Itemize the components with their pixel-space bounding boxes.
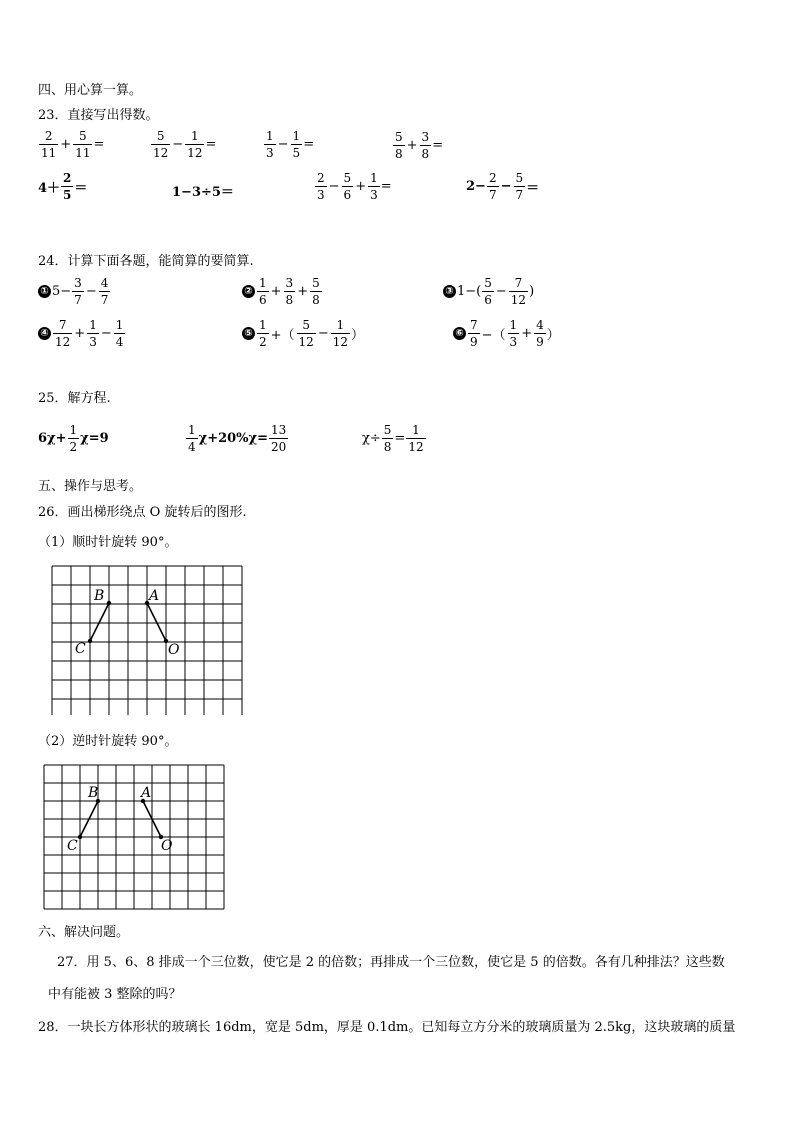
label-c: C: [75, 641, 86, 657]
q24-expr-5: ⑤ $\frac{1}{2}$ +（ $\frac{5}{12}$ − $\frac{1}{12}$ ）: [242, 319, 364, 348]
question-26-part-1: （1）顺时针旋转 90°。: [38, 535, 178, 550]
trapezoid-side-cb: [90, 603, 109, 641]
question-23-title: 23．直接写出得数。: [38, 108, 159, 123]
question-27-line-1: 27．用 5、6、8 排成一个三位数，使它是 2 的倍数；再排成一个三位数，使它是 5 的倍数。各有几种排法？这些数: [57, 955, 725, 970]
question-24-title: 24．计算下面各题，能简算的要简算.: [38, 254, 254, 269]
label-c: C: [67, 838, 78, 854]
q24-expr-3: ③ 1−( $\frac{5}{6}$ − $\frac{7}{12}$ ): [443, 277, 534, 306]
label-b: B: [88, 785, 99, 801]
point-c: [88, 639, 92, 643]
label-a: A: [149, 588, 160, 604]
q25-expr-3: χ÷ $\frac{5}{8}$ = $\frac{1}{12}$: [362, 423, 424, 454]
question-26-title: 26．画出梯形绕点 O 旋转后的图形.: [38, 505, 247, 520]
rotation-grid-1: [46, 565, 246, 715]
q23-expr-5: 4＋ $\frac{2}{5}$ ＝: [38, 171, 88, 202]
question-28: 28．一块长方体形状的玻璃长 16dm，宽是 5dm，厚是 0.1dm。已知每立方分米的玻璃质量为 2.5kg，这块玻璃的质量: [38, 1020, 736, 1035]
q24-expr-4: ④ $\frac{7}{12}$ + $\frac{1}{3}$ − $\frac{1}{4}$: [38, 319, 126, 348]
section-4-heading: 四、用心算一算。: [38, 83, 143, 98]
q23-expr-8: 2− $\frac{2}{7}$ − $\frac{5}{7}$ ＝: [466, 171, 540, 202]
q24-expr-1: ① 5− $\frac{3}{7}$ − $\frac{4}{7}$: [38, 277, 111, 306]
q23-expr-1: $\frac{2}{11}$ + $\frac{5}{11}$ =: [41, 129, 105, 160]
q23-expr-7: $\frac{2}{3}$ − $\frac{5}{6}$ + $\frac{1}{3}$ =: [317, 171, 392, 202]
question-25-title: 25．解方程.: [38, 391, 111, 406]
q23-expr-3: $\frac{1}{3}$ − $\frac{1}{5}$ =: [266, 129, 315, 160]
point-b: [107, 601, 111, 605]
trapezoid-side-ao: [147, 603, 166, 641]
q25-expr-2: $\frac{1}{4}$ χ+20%χ= $\frac{13}{20}$: [188, 423, 287, 454]
q23-expr-4: $\frac{5}{8}$ + $\frac{3}{8}$ =: [395, 130, 444, 161]
label-o: O: [161, 838, 173, 854]
label-a: A: [141, 785, 152, 801]
label-b: B: [94, 588, 105, 604]
q23-expr-2: $\frac{5}{12}$ − $\frac{1}{12}$ =: [153, 129, 217, 160]
section-5-heading: 五、操作与思考。: [38, 479, 143, 494]
q24-expr-2: ② $\frac{1}{6}$ + $\frac{3}{8}$ + $\frac{5}{8}$: [242, 277, 323, 306]
section-6-heading: 六、解决问题。: [38, 925, 130, 940]
question-27-line-2: 中有能被 3 整除的吗？: [48, 987, 182, 1002]
point-c: [78, 835, 82, 839]
question-26-part-2: （2）逆时针旋转 90°。: [38, 734, 178, 749]
q24-expr-6: ⑥ $\frac{7}{9}$ −（ $\frac{1}{3}$ + $\frac{4}{9}$ ）: [453, 319, 560, 348]
label-o: O: [168, 642, 180, 658]
q25-expr-1: 6χ+ $\frac{1}{2}$ χ=9: [38, 423, 109, 454]
q23-expr-6: 1−3÷5＝: [172, 185, 234, 200]
rotation-grid-2: [42, 763, 242, 913]
